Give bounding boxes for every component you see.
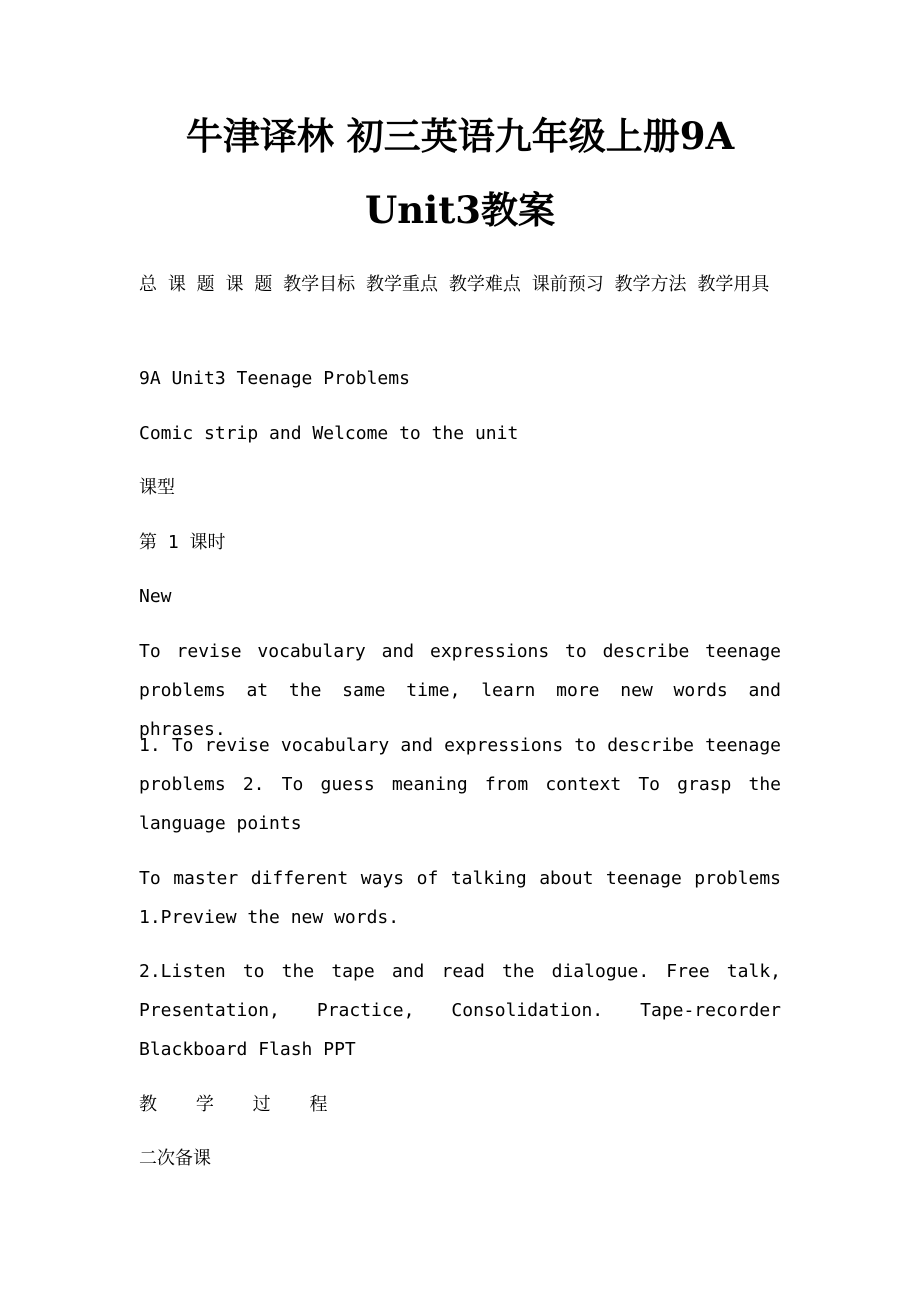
teaching-methods-tools: 2.Listen to the tape and read the dialogue. Free talk, Presentation, Practice, Consolidation. Tape-recorder Blackboard Flash PPT: [139, 961, 781, 1060]
lesson-unit-title: 9A Unit3 Teenage Problems: [139, 368, 410, 389]
teaching-aims: To revise vocabulary and expressions to describe teenage problems at the same time, learn more new words and phrases.: [139, 641, 781, 740]
document-title-line-2: Unit3教案: [364, 188, 556, 232]
document-title-line-1: 牛津译林 初三英语九年级上册9A: [185, 114, 735, 158]
lesson-type-value: New: [139, 586, 172, 607]
lesson-header-fields: 总 课 题 课 题 教学目标 教学重点 教学难点 课前预习 教学方法 教学用具: [139, 274, 770, 295]
teaching-difficulties-preview: To master different ways of talking about teenage problems 1.Preview the new words.: [139, 868, 781, 928]
secondary-preparation-label: 二次备课: [139, 1148, 211, 1169]
lesson-section-title: Comic strip and Welcome to the unit: [139, 423, 519, 444]
lesson-period: 第 1 课时: [139, 532, 226, 553]
teaching-process-heading: 教 学 过 程: [139, 1094, 342, 1115]
teaching-key-points: 1. To revise vocabulary and expressions to describe teenage problems 2. To guess meaning from context To grasp the language points: [139, 735, 781, 834]
lesson-type-label: 课型: [139, 477, 175, 498]
